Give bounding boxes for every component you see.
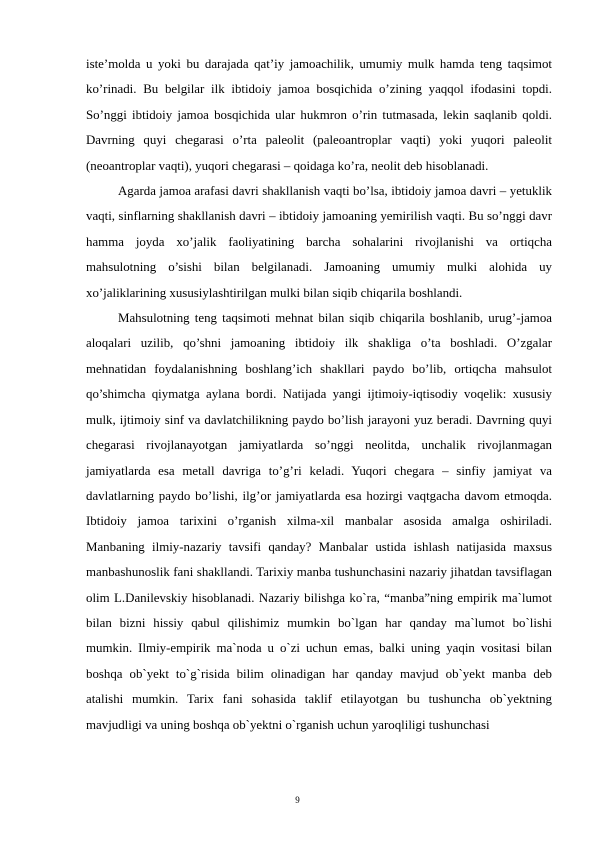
paragraph-1: iste’molda u yoki bu darajada qat’iy jamoachilik, umumiy mulk hamda teng taqsimot ko’rinadi. Bu belgilar ilk ibtidoiy jamoa bosqichida o’zining yaqqol ifodasini topdi. So’nggi ibtidoiy jamoa bosqichida ular hukmron o’rin tutmasada, lekin saqlanib qoldi. Davrning quyi chegarasi o’rta paleolit (paleoantroplar vaqti) yoki yuqori paleolit (neoantroplar vaqti), yuqori chegarasi – qoidaga ko’ra, neolit deb hisoblanadi. xyxy=(86,57,552,173)
paragraph-3: Mahsulotning teng taqsimoti mehnat bilan siqib chiqarila boshlanib, urug’-jamoa aloqalari uzilib, qo’shni jamoaning ibtidoiy ilk shakliga o’ta boshladi. O’zgalar mehnatidan foydalanishning boshlang’ich shakllari paydo bo’lib, ortiqcha mahsulot qo’shimcha qiymatga aylana bordi. Natijada yangi ijtimoiy-iqtisodiy voqelik: xususiy mulk, ijtimoiy sinf va davlatchilikning paydo bo’lish jarayoni yuz beradi. Davrning quyi chegarasi rivojlanayotgan jamiyatlarda so’nggi neolitda, unchalik rivojlanmagan jamiyatlarda esa metall davriga to’g’ri keladi. Yuqori chegara – sinfiy jamiyat va davlatlarning paydo bo’lishi, ilg’or jamiyatlarda esa hozirgi vaqtgacha davom etmoqda. Ibtidoiy jamoa tarixini o’rganish xilma-xil manbalar asosida amalga oshiriladi. Manbaning ilmiy-nazariy tavsifi qanday? Manbalar ustida ishlash natijasida maxsus manbashunoslik fani shakllandi. Tarixiy manba tushunchasini nazariy jihatdan tavsiflagan olim L.Danilevskiy hisoblanadi. Nazariy bilishga ko`ra, “manba”ning empirik ma`lumot bilan bizni hissiy qabul qilishimiz mumkin bo`lgan har qanday ma`lumot bo`lishi mumkin. Ilmiy-empirik ma`noda u o`zi uchun emas, balki uning yaqin vositasi bilan boshqa ob`yekt to`g`risida bilim olinadigan har qanday mavjud ob`yekt manba deb atalishi mumkin. Tarix fani sohasida taklif etilayotgan bu tushuncha ob`yektning mavjudligi va uning boshqa ob`yektni o`rganish uchun yaroqliligi tushunchasi xyxy=(86,311,552,732)
page-number: 9 xyxy=(295,795,300,805)
body-text xyxy=(86,52,552,738)
paragraph-2: Agarda jamoa arafasi davri shakllanish vaqti bo’lsa, ibtidoiy jamoa davri – yetuklik vaqti, sinflarning shakllanish davri – ibtidoiy jamoaning yemirilish vaqti. Bu so’nggi davr hamma joyda xo’jalik faoliyatining barcha sohalarini rivojlanishi va ortiqcha mahsulotning o’sishi bilan belgilanadi. Jamoaning umumiy mulki alohida uy xo’jaliklarining xususiylashtirilgan mulki bilan siqib chiqarila boshlandi. xyxy=(86,184,552,300)
